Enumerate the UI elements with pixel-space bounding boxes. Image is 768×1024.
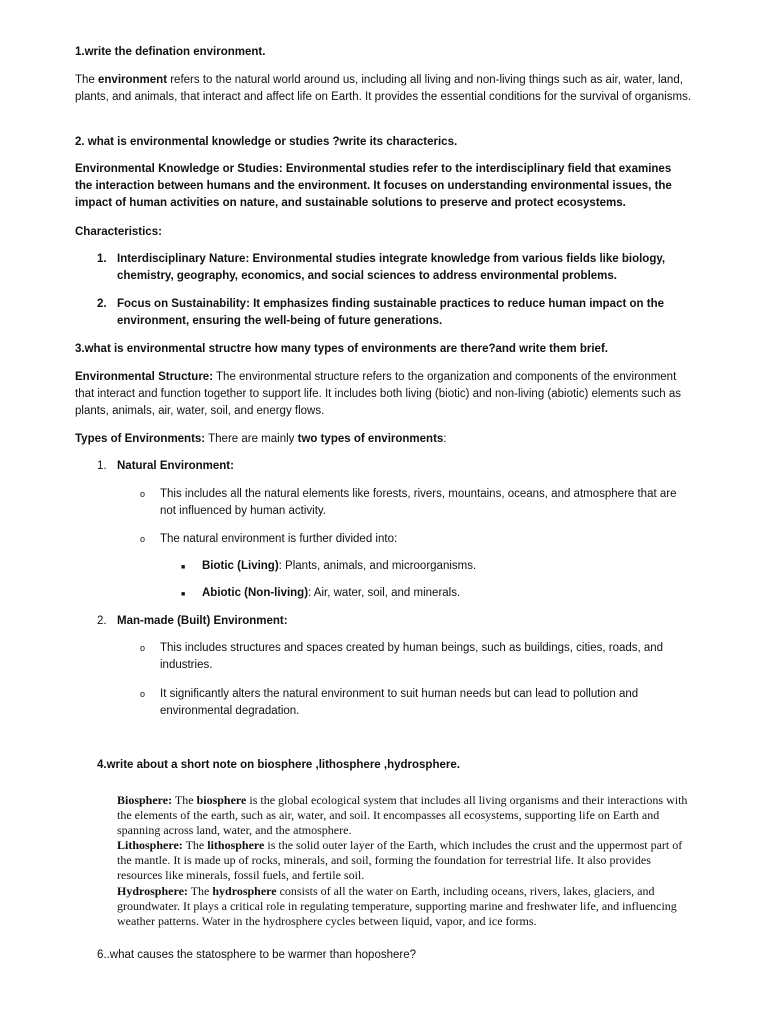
biosphere-note [117, 793, 697, 838]
natural-env-point-2: The natural environment is further divided into: [160, 533, 398, 545]
biotic-label: Biotic (Living) [202, 560, 279, 572]
bullet-icon: o [140, 489, 146, 499]
square-bullet-icon: ■ [181, 591, 186, 598]
hydrosphere-note [117, 884, 697, 929]
biotic-text: : Plants, animals, and microorganisms. [278, 560, 477, 572]
q2-heading: 2. what is environmental knowledge or studies ?write its characterics. [75, 136, 458, 148]
hydrosphere-label: Hydrosphere: [117, 884, 188, 898]
manmade-env-point-2: It significantly alters the natural environment to suit human needs but can lead to pollution and environmental degradation. [160, 688, 639, 717]
q2-item-2-number: 2. [97, 298, 107, 310]
q4-heading: 4.write about a short note on biosphere ,lithosphere ,hydrosphere. [97, 759, 460, 771]
q1-heading: 1.write the defination environment. [75, 46, 266, 58]
q2-item-1-number: 1. [97, 253, 107, 265]
q3-structure [75, 369, 695, 420]
biosphere-text: is the global ecological system that includes all living organisms and their interactions with the elements of the earth, such as air, water, and soil. It encompasses all ecosystems, supporting life on Earth and spanning across land, water, and the atmosphere. [117, 793, 688, 837]
hydrosphere-term: hydrosphere [212, 884, 277, 898]
bullet-icon: o [140, 534, 146, 544]
abiotic-item [202, 585, 682, 602]
biosphere-term: biosphere [196, 793, 247, 807]
q2-characteristics-label: Characteristics: [75, 226, 162, 238]
bullet-icon: o [140, 689, 146, 699]
q3-types-post: : [443, 433, 447, 445]
q1-answer-pre: The [75, 74, 99, 86]
lithosphere-pre: The [182, 838, 208, 852]
q3-types [75, 431, 695, 448]
abiotic-text: : Air, water, soil, and minerals. [308, 587, 461, 599]
q6-heading: 6..what causes the statosphere to be warmer than hoposhere? [97, 949, 417, 961]
manmade-env-point-1: This includes structures and spaces created by human beings, such as buildings, cities, roads, and industries. [160, 642, 664, 671]
natural-env-title: Natural Environment: [117, 460, 234, 472]
q1-answer-term: environment [98, 74, 168, 86]
q2-item-1: Interdisciplinary Nature: Environmental studies integrate knowledge from various fields like biology, chemistry, geography, economics, and social sciences to address environmental problems. [117, 253, 666, 282]
natural-env-number: 1. [97, 460, 107, 472]
natural-env-point-1: This includes all the natural elements like forests, rivers, mountains, oceans, and atmosphere that are not influenced by human activity. [160, 488, 677, 517]
q3-types-pre: There are mainly [205, 433, 298, 445]
q3-structure-label: Environmental Structure: [75, 371, 214, 383]
abiotic-label: Abiotic (Non-living) [202, 587, 309, 599]
q1-answer-text: refers to the natural world around us, including all living and non-living things such as air, water, land, plants, and animals, that interact and affect life on Earth. It provides the essential conditions for the survival of organisms. [75, 74, 692, 103]
q3-types-count: two types of environments [297, 433, 444, 445]
biotic-item [202, 558, 682, 575]
lithosphere-text: is the solid outer layer of the Earth, which includes the crust and the uppermost part of the mantle. It is made up of rocks, minerals, and soil, forming the foundation for terrestrial life. It also provides resources like minerals, fossil fuels, and fertile soil. [117, 838, 683, 882]
q3-types-label: Types of Environments: [75, 433, 206, 445]
q2-definition: Environmental Knowledge or Studies: Environmental studies refer to the interdisciplinary field that examines the interaction between humans and the environment. It focuses on understanding environmental issues, the impact of human activities on nature, and sustainable solutions to preserve and protect ecosystems. [75, 163, 672, 209]
bullet-icon: o [140, 643, 146, 653]
lithosphere-label: Lithosphere: [117, 838, 183, 852]
manmade-env-title: Man-made (Built) Environment: [117, 615, 288, 627]
lithosphere-term: lithosphere [207, 838, 265, 852]
q3-structure-text: The environmental structure refers to the organization and components of the environment that interact and function together to support life. It includes both living (biotic) and non-living (abiotic) elements such as plants, animals, air, water, soil, and energy flows. [75, 371, 682, 417]
lithosphere-note [117, 838, 697, 883]
hydrosphere-text: consists of all the water on Earth, including oceans, rivers, lakes, glaciers, and groundwater. It plays a critical role in regulating temperature, supporting marine and freshwater life, and influencing weather patterns. Water in the hydrosphere cycles between liquid, vapor, and ice forms. [117, 884, 677, 928]
q2-item-2: Focus on Sustainability: It emphasizes finding sustainable practices to reduce human impact on the environment, ensuring the well-being of future generations. [117, 298, 664, 327]
manmade-env-number: 2. [97, 615, 107, 627]
square-bullet-icon: ■ [181, 564, 186, 571]
biosphere-label: Biosphere: [117, 793, 173, 807]
q1-answer [75, 72, 695, 106]
q3-heading: 3.what is environmental structre how many types of environments are there?and write them brief. [75, 343, 608, 355]
hydrosphere-pre: The [187, 884, 213, 898]
biosphere-pre: The [172, 793, 197, 807]
